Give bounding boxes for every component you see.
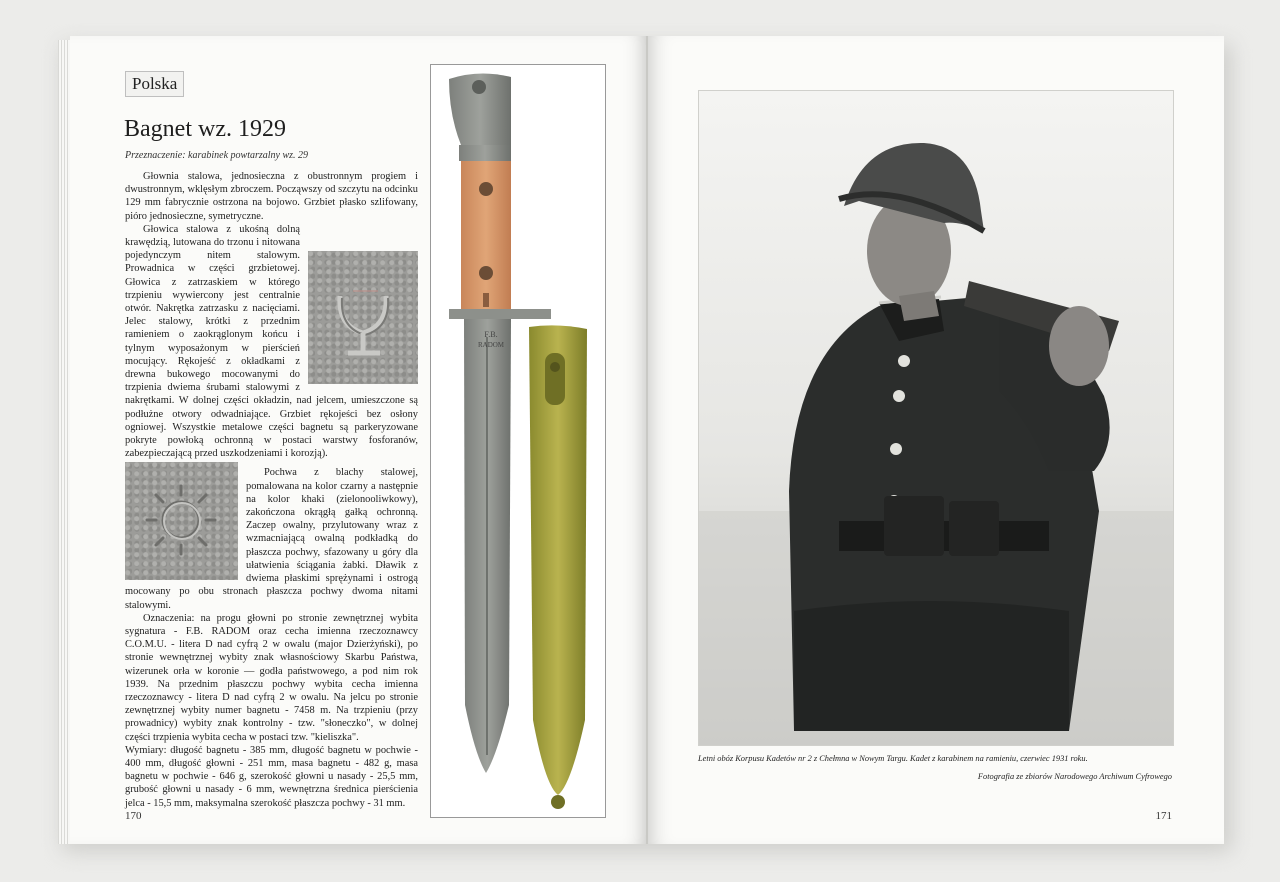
photo-caption: Letni obóz Korpusu Kadetów nr 2 z Chełmna w Nowym Targu. Kadet z karabinem na ramieniu, czerwiec 1931 roku.	[698, 754, 1088, 763]
stone-texture-image	[308, 251, 418, 384]
cup-mark-icon	[308, 251, 418, 384]
section-tag: Polska	[125, 71, 184, 97]
article-subtitle: Przeznaczenie: karabinek powtarzalny wz. 29	[125, 150, 309, 161]
paragraph-blade: Głownia stalowa, jednosieczna z obustronnym progiem i dwustronnym, wklęsłym zbroczem. Począwszy od szczytu na odcinku 129 mm fabrycznie ostrzona na bojowo. Grzbiet płasko szlifowany, pióro jednosieczne, symetryczne.	[125, 171, 418, 222]
article-body	[125, 170, 418, 810]
paragraph-dimensions: Wymiary: długość bagnetu - 385 mm, długość bagnetu w pochwie - 400 mm, długość głowni - 251 mm, masa bagnetu - 482 g, masa bagnetu w pochwie - 646 g, szerokość głowni u nasady - 25,5 mm, grubość głowni u nasady - 6 mm, wewnętrzna średnica pierścienia jelca - 15,5 mm, maksymalna szerokość płaszcza pochwy - 31 mm.	[125, 744, 418, 809]
bayonet-illustration	[431, 65, 605, 817]
stamp-photo-cup	[308, 251, 418, 384]
blade-marking-2: RADOM	[477, 341, 505, 349]
page-number-right: 171	[1155, 810, 1172, 822]
bayonet-photo	[430, 64, 606, 818]
stone-texture-image-2	[125, 462, 238, 580]
left-page	[70, 36, 648, 844]
paragraph-hilt: Głowica stalowa z ukośną dolną krawędzią, lutowana do trzonu i nitowana pojedynczym nitem stalowym. Prowadnica w części grzbietowej. Głowica z zatrzaskiem w którego trzpieniu wywiercony jest centralnie otwór. Nakrętka zatrzasku z nacięciami. Jelec stalowy, krótki z przednim ramieniem o zaokrąglonym końcu i tylnym wyposażonym w pierścień mocujący. Rękojeść z okładkami z drewna bukowego mocowanymi do trzpienia dwiema śrubami stalowymi z nakrętkami. W dolnej części okładzin, nad jelcem, umieszczone są podłużne otwory odwadniające. Grzbiet rękojeści bez osłony ogniowej. Wszystkie metalowe części bagnetu są parkeryzowane pokryte powłoką ochronną w postaci warstwy fosforanów, zabezpieczającą przed uszkodzeniami i korozją).	[125, 223, 418, 460]
article-title: Bagnet wz. 1929	[124, 116, 286, 142]
paragraph-markings: Oznaczenia: na progu głowni po stronie zewnętrznej wybita sygnatura - F.B. RADOM oraz cecha imienna rzeczoznawcy C.O.M.U. - litera D nad cyfrą 2 w owalu (major Dzierżyński), po stronie wewnętrznej wybity znak własnościowy Skarbu Państwa, wizerunek orła w koronie — godła państwowego, a pod nim rok 1939. Na przednim płaszczu pochwy wybita cecha imienna rzeczoznawcy - litera D nad cyfrą 2 w owalu. Na jelcu po stronie zewnętrznej wybity numer bagnetu - 7458 m. Na trzpieniu (przy prowadnicy) wybity znak kontrolny - tzw. "słoneczko", w dolnej części trzpienia wybita cecha w postaci tzw. "kieliszka".	[125, 612, 418, 743]
soldier-photo	[698, 90, 1174, 746]
sun-mark-icon	[125, 462, 238, 580]
stamp-photo-sun	[125, 462, 238, 580]
photo-credit: Fotografia ze zbiorów Narodowego Archiwum Cyfrowego	[977, 772, 1172, 781]
soldier-photo-illustration	[699, 91, 1173, 745]
right-page	[648, 36, 1224, 844]
paragraph-scabbard: Pochwa z blachy stalowej, pomalowana na kolor czarny a następnie na kolor khaki (zielonooliwkowy), zakończona okrągłą gałką ochronną. Zaczep owalny, przylutowany wraz z wzmacniającą owalną podkładką do płaszcza pochwy, sfazowany u góry dla ułatwienia ściągania żabki. Dławik z dwiema płaskimi sprężynami i ostrogą mocowany po obu stronach płaszcza pochwy dwoma nitami stalowymi.	[125, 467, 418, 611]
blade-marking-1: F.B.	[484, 330, 498, 339]
page-number-left: 170	[125, 810, 142, 822]
